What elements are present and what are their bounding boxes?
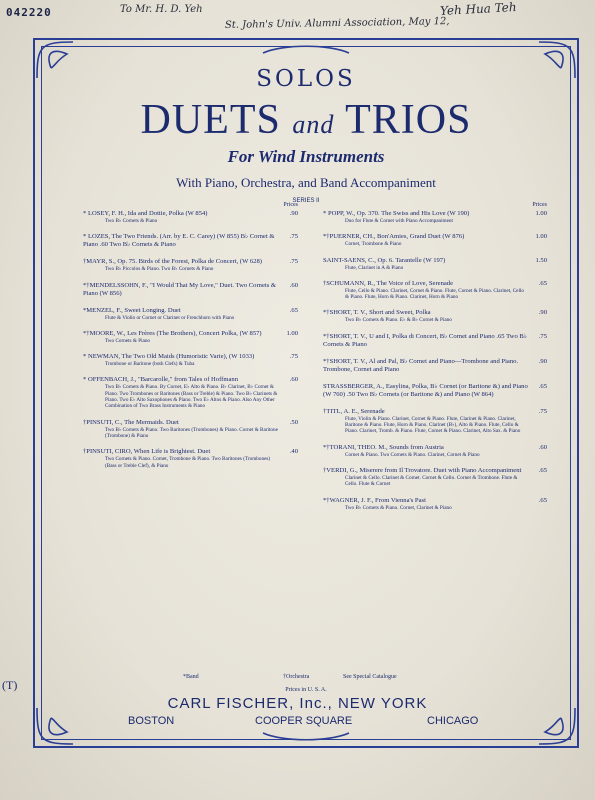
entry-price: .90 <box>538 357 547 365</box>
catalog-entry <box>323 210 547 224</box>
catalog-entry <box>323 233 547 247</box>
catalog-entry <box>83 448 298 469</box>
entry-price: .75 <box>289 258 298 266</box>
entry-instrumentation: Two B♭ Cornets & Piano. E♭ & B♭ Cornet & Piano <box>345 317 452 324</box>
entry-price: .75 <box>289 233 298 241</box>
entry-price: 1.00 <box>535 210 547 217</box>
title-duets-and-trios <box>33 96 579 144</box>
entry-price: 1.00 <box>286 329 298 337</box>
entry-title: †PINSUTI, C., The Mermaids. Duet <box>83 418 179 426</box>
entry-price: .90 <box>538 309 547 317</box>
entry-instrumentation: Two B♭ Cornets & Piano. Two Baritones (Trombones) & Piano. Cornet & Baritone (Trombone) & Piano <box>105 426 278 439</box>
legend-orchestra: †Orchestra <box>283 674 310 680</box>
catalog-entry <box>323 497 547 511</box>
subtitle-accompaniment: With Piano, Orchestra, and Band Accompaniment <box>176 175 436 190</box>
catalog-entry <box>323 333 547 349</box>
entry-instrumentation: Two Cornets & Piano. Cornet, Trombone & Piano. Two Baritones (Trombones) (Bass or Treble Clef), & Piano <box>105 456 271 469</box>
entry-instrumentation: Two Cornets & Piano <box>105 337 151 344</box>
entry-instrumentation: Flute, Cello & Piano. Clarinet, Cornet & Piano. Flute, Cornet & Piano. Clarinet, Cello & Piano. Flute, Horn & Piano. Clarinet, Horn & Piano <box>345 287 524 301</box>
catalog-column-left <box>83 202 298 478</box>
entry-price: 1.00 <box>535 233 547 241</box>
entry-title: * NEWMAN, The Two Old Maids (Humoristic Varie), (W 1033) <box>83 353 255 361</box>
catalog-entry <box>323 280 547 301</box>
entry-title: *MENZEL, F., Sweet Longing. Duet <box>83 306 181 314</box>
legend-band: *Band <box>183 674 199 680</box>
entry-title: STRASSBERGER, A., Easylina, Polka, B♭ Cornet (or Baritone &) and Piano (W 760) .50 Two B♭ Cornets (or Baritone &) and Piano (W 864) <box>323 382 528 398</box>
entry-price: .65 <box>538 466 547 474</box>
subtitle-wind-instruments: For Wind Instruments <box>227 147 385 166</box>
title-solos: SOLOS <box>256 66 356 92</box>
catalog-entry <box>323 257 547 271</box>
entry-price: .60 <box>538 443 547 451</box>
entry-title: †TITL, A. E., Serenade <box>323 407 385 415</box>
catalog-entry <box>83 210 298 224</box>
entry-instrumentation: Cornet, Trombone & Piano <box>345 241 402 248</box>
handwritten-dedication: To Mr. H. D. Yeh <box>120 4 203 15</box>
entry-title: * LOZES, The Two Friends. (Arr. by E. C. Carey) (W 855) B♭ Cornet & Piano .60 Two B♭ Cornets & Piano <box>83 233 275 249</box>
entry-price: .65 <box>538 279 547 287</box>
entry-price: .75 <box>289 353 298 361</box>
catalog-entry <box>323 467 547 488</box>
entry-instrumentation: Flute, Clarinet in A & Piano <box>345 264 404 271</box>
catalog-entry <box>83 376 298 409</box>
entry-title: †PINSUTI, CIRO, When Life is Brightest. Duet <box>83 448 211 456</box>
entry-price: 1.50 <box>535 256 547 264</box>
entry-instrumentation: Duo for Flute & Cornet with Piano Accompaniment <box>345 218 453 224</box>
entry-price: .90 <box>289 210 298 217</box>
entry-title: †VERDI, G., Miserere from Il Trovatore. Duet with Piano Accompaniment <box>323 466 522 474</box>
entry-price: .65 <box>538 382 547 390</box>
catalog-entry <box>83 330 298 344</box>
title-duets: DUETS <box>140 97 281 143</box>
entry-title: * LOSEY, F. H., Ida and Dottie, Polka (W 854) <box>83 210 208 217</box>
entry-title: †SCHUMANN, R., The Voice of Love, Serenade <box>323 279 454 287</box>
prices-header: Prices <box>532 202 547 208</box>
catalog-entry <box>323 408 547 435</box>
prices-header: Prices <box>283 202 298 208</box>
entry-price: .65 <box>289 306 298 314</box>
catalog-entry <box>83 282 298 298</box>
entry-title: *†PUERNER, CH., Bon'Amies, Grand Duet (W 876) <box>323 233 465 241</box>
catalog-entry <box>83 233 298 249</box>
decorative-frame <box>33 38 579 748</box>
city-boston: BOSTON <box>128 715 175 727</box>
entry-instrumentation: Flute & Violin or Cornet or Clarinet or Frenchhorn with Piano <box>105 314 235 321</box>
title-and: and <box>292 110 335 139</box>
entry-instrumentation: Cornet & Piano. Two Cornets & Piano. Clarinet, Cornet & Piano <box>345 451 480 458</box>
serial-number: 042220 <box>6 6 52 19</box>
handwritten-association: St. John's Univ. Alumni Association, May 12, <box>224 16 450 31</box>
entry-title: *†SHORT, T. V., Short and Sweet, Polka <box>323 309 431 317</box>
entry-title: * POPP, W., Op. 370. The Swiss and His Love (W 190) <box>323 210 470 217</box>
entry-title: *†TORANI, THEO. M., Sounds from Austria <box>323 443 444 451</box>
entry-price: .75 <box>538 407 547 415</box>
entry-price: .50 <box>289 418 298 426</box>
entry-price: .60 <box>289 281 298 289</box>
catalog-mark: (T) <box>2 678 18 692</box>
entry-title: *†SHORT, T. V., Al and Pal, B♭ Cornet and Piano—Trombone and Piano. Trombone, Cornet and Piano <box>323 357 519 373</box>
catalog-entry <box>83 258 298 272</box>
entry-title: * OFFENBACH, J., "Barcarolle," from Tales of Hoffmann <box>83 376 239 384</box>
catalog-entry <box>83 307 298 321</box>
entry-title: *†MENDELSSOHN, F., "I Would That My Love," Duet. Two Cornets & Piano (W 856) <box>83 281 277 297</box>
catalog-entry <box>323 309 547 323</box>
catalog-entry <box>323 383 547 399</box>
entry-price: .75 <box>538 332 547 340</box>
catalog-entry <box>323 358 547 374</box>
catalog-entry <box>323 444 547 458</box>
entry-title: *†MOORE, W., Les Frères (The Brothers), Concert Polka, (W 857) <box>83 329 262 337</box>
entry-title: SAINT-SAENS, C., Op. 6. Tarantelle (W 197) <box>323 256 446 264</box>
city-cooper-square: COOPER SQUARE <box>255 715 353 727</box>
entry-instrumentation: Flute, Violin & Piano. Clarinet, Cornet & Piano. Flute, Clarinet & Piano. Clarinet, Baritone & Piano. Flute, Horn & Piano. Clarinet (B♭), Alto & Piano. Flute, Cello & Piano. Clarinet, Tromb. & Piano. Flute, Cornet & Piano. Clarinet, Alto Sax. & Piano <box>345 415 521 435</box>
city-chicago: CHICAGO <box>427 715 479 727</box>
entry-price: .60 <box>289 376 298 384</box>
handwritten-signature: Yeh Hua Teh <box>439 0 517 18</box>
entry-instrumentation: Two B♭ Piccolos & Piano. Two B♭ Cornets & Piano <box>105 266 214 273</box>
entry-instrumentation: Clarinet & Cello. Clarinet & Cornet. Cornet & Cello. Cornet & Trombone. Flute & Cello. Flute & Cornet <box>345 474 518 488</box>
prices-note: Prices in U. S. A. <box>285 687 327 693</box>
catalog-column-right <box>323 202 547 520</box>
entry-instrumentation: Two B♭ Cornets & Piano <box>105 218 158 224</box>
catalog-entry <box>83 419 298 440</box>
entry-price: .65 <box>538 496 547 504</box>
entry-instrumentation: Two B♭ Cornets & Piano. Cornet, Clarinet & Piano <box>345 504 452 511</box>
legend-special-catalogue: See Special Catalogue <box>343 674 397 680</box>
entry-instrumentation: Trombone or Baritone (both Clefs) & Tuba <box>105 361 195 368</box>
entry-title: †MAYR, S., Op. 75. Birds of the Forest, Polka de Concert, (W 628) <box>83 258 262 266</box>
publisher-name: CARL FISCHER, Inc., NEW YORK <box>167 695 428 712</box>
entry-title: *†WAGNER, J. F., From Vienna's Past <box>323 496 426 504</box>
series-label: SERIES II <box>292 198 320 204</box>
catalog-entry <box>83 353 298 367</box>
entry-title: *†SHORT, T. V., U and I, Polka di Concert, B♭ Cornet and Piano .65 Two B♭ Cornets & Piano <box>323 332 527 348</box>
entry-price: .40 <box>289 448 298 456</box>
title-trios: TRIOS <box>345 97 472 143</box>
entry-instrumentation: Two B♭ Cornets & Piano. By Cornet, E♭ Alto & Piano. B♭ Clarinet, B♭ Cornet & Piano. Two Trombones or Baritones (Bass or Treble) & Piano. Two B♭ Clarinets & Piano. Two E♭ Alto Saxophones & Piano. Two E♭ Altos & Piano. Also Any Other Combination of Two Brass Instruments & Piano <box>105 384 278 410</box>
